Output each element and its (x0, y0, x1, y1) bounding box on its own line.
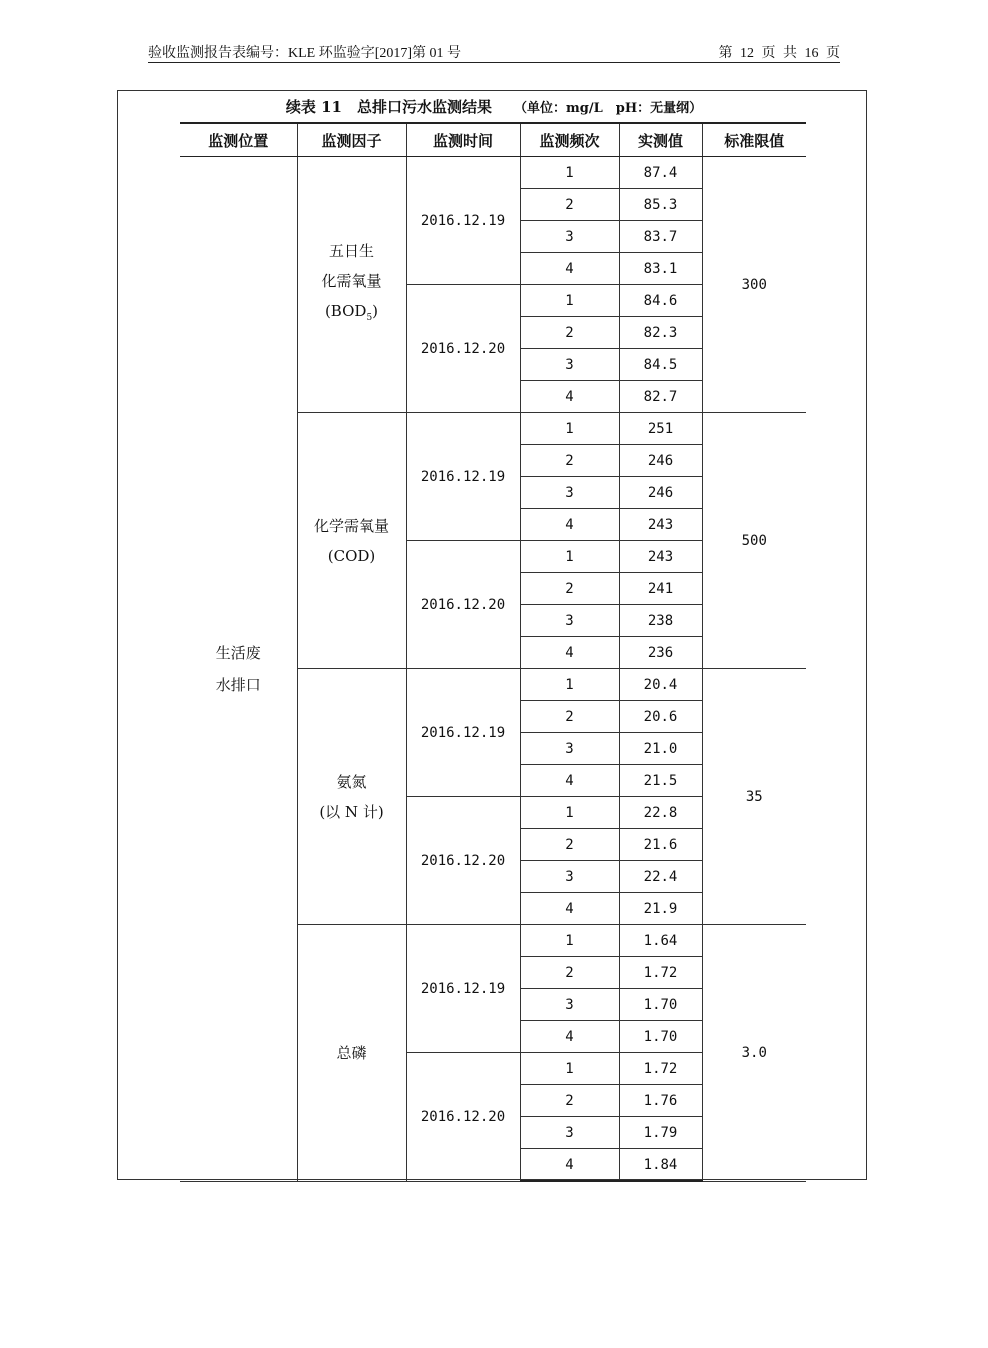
value-cell: 1.70 (619, 989, 702, 1021)
date-cell: 2016.12.20 (406, 285, 520, 413)
frequency-cell: 3 (520, 1117, 619, 1149)
factor-line: (以 N 计) (319, 802, 384, 821)
frequency-cell: 4 (520, 765, 619, 797)
value-cell: 84.6 (619, 285, 702, 317)
value-cell: 243 (619, 509, 702, 541)
col-header-location: 监测位置 (180, 123, 297, 157)
value-cell: 236 (619, 637, 702, 669)
factor-line: 化学需氧量 (313, 516, 389, 535)
frequency-cell: 1 (520, 797, 619, 829)
frequency-cell: 2 (520, 573, 619, 605)
date-cell: 2016.12.19 (406, 157, 520, 285)
frequency-cell: 1 (520, 541, 619, 573)
value-cell: 243 (619, 541, 702, 573)
value-cell: 241 (619, 573, 702, 605)
col-header-limit: 标准限值 (702, 123, 806, 157)
factor-line: 氨氮 (336, 772, 367, 791)
value-cell: 20.6 (619, 701, 702, 733)
factor-line (298, 296, 406, 333)
frequency-cell: 2 (520, 701, 619, 733)
frequency-cell: 3 (520, 733, 619, 765)
frequency-cell: 1 (520, 157, 619, 189)
value-cell: 21.5 (619, 765, 702, 797)
table-row (180, 157, 806, 189)
frequency-cell: 2 (520, 317, 619, 349)
frequency-cell: 4 (520, 637, 619, 669)
frequency-cell: 1 (520, 1053, 619, 1085)
frequency-cell: 1 (520, 285, 619, 317)
value-cell: 246 (619, 445, 702, 477)
frequency-cell: 3 (520, 477, 619, 509)
value-cell: 1.72 (619, 1053, 702, 1085)
factor-text: (BOD (324, 302, 367, 320)
date-cell: 2016.12.19 (406, 925, 520, 1053)
value-cell: 82.7 (619, 381, 702, 413)
limit-cell: 300 (702, 157, 806, 413)
factor-cell-ammonia (297, 669, 406, 925)
frequency-cell: 2 (520, 1085, 619, 1117)
report-number: 验收监测报告表编号：KLE 环监验字[2017]第 01 号 (148, 46, 462, 61)
frequency-cell: 2 (520, 445, 619, 477)
value-cell: 85.3 (619, 189, 702, 221)
frequency-cell: 4 (520, 893, 619, 925)
date-cell: 2016.12.19 (406, 669, 520, 797)
value-cell: 1.76 (619, 1085, 702, 1117)
value-cell: 83.1 (619, 253, 702, 285)
frequency-cell: 2 (520, 957, 619, 989)
page-indicator: 第 12 页 共 16 页 (718, 46, 840, 61)
date-cell: 2016.12.20 (406, 541, 520, 669)
frequency-cell: 3 (520, 861, 619, 893)
frequency-cell: 4 (520, 509, 619, 541)
value-cell: 82.3 (619, 317, 702, 349)
col-header-frequency: 监测频次 (520, 123, 619, 157)
factor-subscript: 5 (366, 313, 373, 323)
table-title: 续表 11 总排口污水监测结果 (285, 98, 492, 116)
location-line: 水排口 (215, 675, 261, 694)
table-header-row (180, 123, 806, 157)
value-cell: 21.6 (619, 829, 702, 861)
frequency-cell: 3 (520, 349, 619, 381)
col-header-time: 监测时间 (406, 123, 520, 157)
value-cell: 251 (619, 413, 702, 445)
frequency-cell: 1 (520, 925, 619, 957)
factor-line: 五日生 (328, 242, 374, 260)
frequency-cell: 4 (520, 253, 619, 285)
value-cell: 87.4 (619, 157, 702, 189)
date-cell: 2016.12.20 (406, 1053, 520, 1182)
factor-cell-cod (297, 413, 406, 669)
value-cell: 246 (619, 477, 702, 509)
frequency-cell: 4 (520, 1021, 619, 1053)
limit-cell: 3.0 (702, 925, 806, 1182)
factor-text: ) (372, 302, 379, 320)
factor-line: 化需氧量 (321, 272, 382, 290)
value-cell: 1.79 (619, 1117, 702, 1149)
value-cell: 1.64 (619, 925, 702, 957)
frequency-cell: 2 (520, 189, 619, 221)
frequency-cell: 1 (520, 413, 619, 445)
monitoring-results-table (180, 122, 806, 1182)
table-unit: （单位：mg/L pH：无量纲） (514, 101, 703, 116)
value-cell: 22.4 (619, 861, 702, 893)
date-cell: 2016.12.19 (406, 413, 520, 541)
value-cell: 83.7 (619, 221, 702, 253)
factor-cell-bod5 (297, 157, 406, 413)
value-cell: 84.5 (619, 349, 702, 381)
frequency-cell: 1 (520, 669, 619, 701)
location-line: 生活废 (215, 643, 261, 662)
limit-cell: 500 (702, 413, 806, 669)
value-cell: 21.0 (619, 733, 702, 765)
factor-line: (COD) (327, 546, 376, 565)
frequency-cell: 3 (520, 605, 619, 637)
frequency-cell: 3 (520, 989, 619, 1021)
value-cell: 22.8 (619, 797, 702, 829)
date-cell: 2016.12.20 (406, 797, 520, 925)
limit-cell: 35 (702, 669, 806, 925)
frequency-cell: 4 (520, 381, 619, 413)
col-header-value: 实测值 (619, 123, 702, 157)
value-cell: 20.4 (619, 669, 702, 701)
col-header-factor: 监测因子 (297, 123, 406, 157)
value-cell: 21.9 (619, 893, 702, 925)
page-header (148, 40, 840, 63)
factor-line: 总磷 (336, 1043, 367, 1062)
value-cell: 238 (619, 605, 702, 637)
table-caption (0, 96, 988, 117)
value-cell: 1.84 (619, 1149, 702, 1182)
frequency-cell: 3 (520, 221, 619, 253)
frequency-cell: 2 (520, 829, 619, 861)
value-cell: 1.70 (619, 1021, 702, 1053)
value-cell: 1.72 (619, 957, 702, 989)
location-cell (180, 157, 297, 1182)
factor-cell-phosphorus (297, 925, 406, 1182)
frequency-cell: 4 (520, 1149, 619, 1182)
